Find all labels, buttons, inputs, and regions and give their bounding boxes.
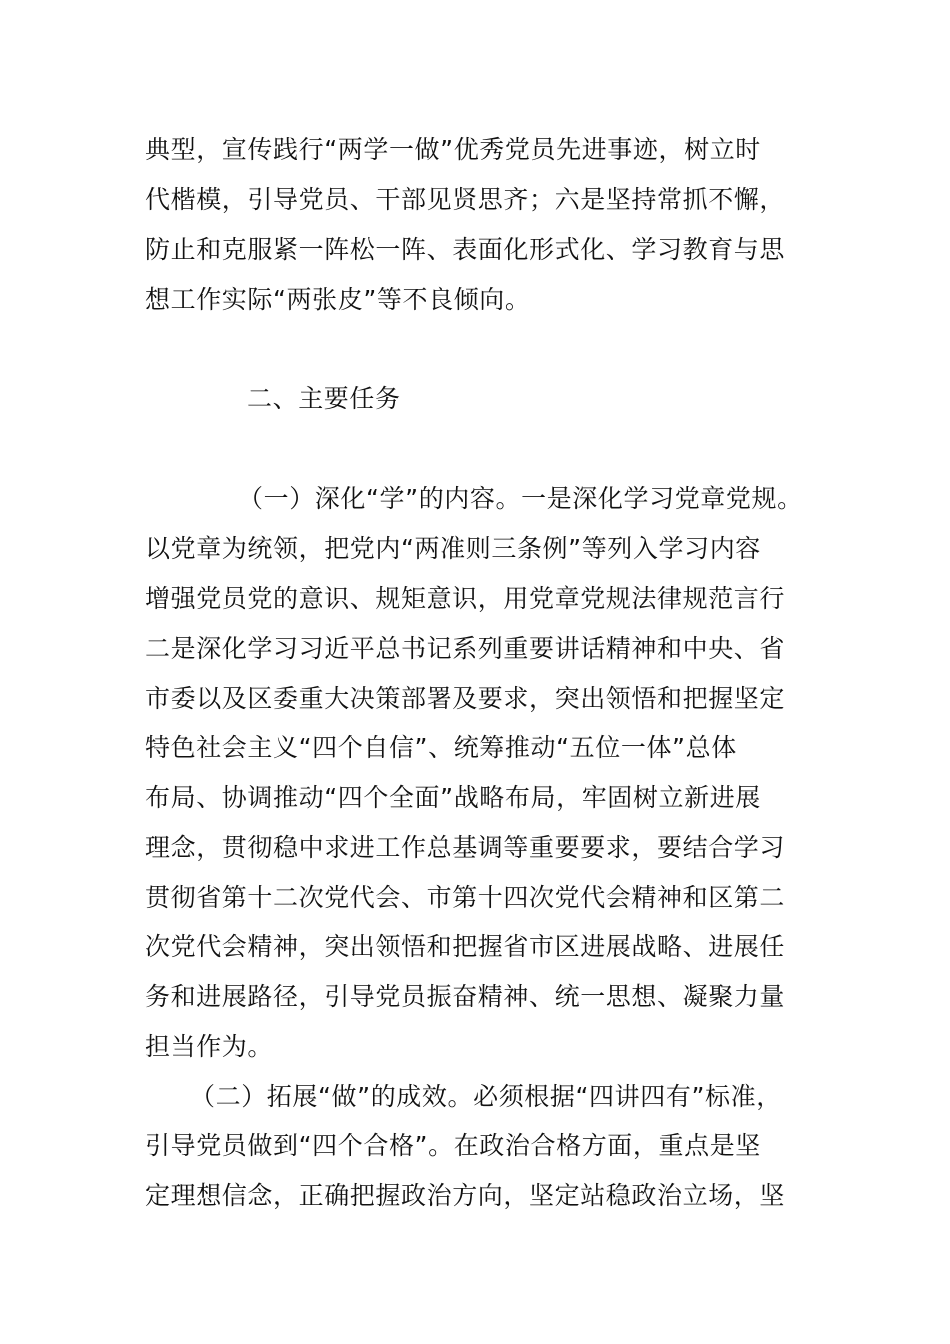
text-line: 增强党员党的意识、规矩意识，用党章党规法律规范言行	[145, 584, 786, 613]
text-line: 典型，宣传践行“两学一做”优秀党员先进事迹，树立时	[145, 135, 761, 164]
text-line: 市委以及区委重大决策部署及要求，突出领悟和把握坚定	[145, 684, 786, 713]
text-line: （二）拓展“做”的成效。必须根据“四讲四有”标准，	[190, 1082, 782, 1111]
text-line: 二是深化学习习近平总书记系列重要讲话精神和中央、省	[145, 634, 786, 663]
text-line: 防止和克服紧一阵松一阵、表面化形式化、学习教育与思	[145, 235, 786, 264]
text-line: 担当作为。	[145, 1032, 274, 1061]
text-line: 布局、协调推动“四个全面”战略布局，牢固树立新进展	[145, 783, 761, 812]
text-line: 代楷模，引导党员、干部见贤思齐；六是坚持常抓不懈，	[145, 185, 786, 214]
text-line: 定理想信念，正确把握政治方向，坚定站稳政治立场，坚	[145, 1181, 786, 1210]
text-line: 贯彻省第十二次党代会、市第十四次党代会精神和区第二	[145, 883, 786, 912]
text-line: 理念，贯彻稳中求进工作总基调等重要要求，要结合学习	[145, 833, 786, 862]
text-line: 特色社会主义“四个自信”、统筹推动“五位一体”总体	[145, 733, 737, 762]
text-line: 务和进展路径，引导党员振奋精神、统一思想、凝聚力量	[145, 982, 786, 1011]
text-line: 想工作实际“两张皮”等不良倾向。	[145, 285, 531, 314]
text-line: 次党代会精神，突出领悟和把握省市区进展战略、进展任	[145, 932, 786, 961]
text-line: 引导党员做到“四个合格”。在政治合格方面，重点是坚	[145, 1131, 761, 1160]
text-line: 以党章为统领，把党内“两准则三条例”等列入学习内容	[145, 534, 761, 563]
text-line: （一）深化“学”的内容。一是深化学习党章党规。	[238, 484, 803, 513]
section-heading: 二、主要任务	[247, 384, 401, 413]
